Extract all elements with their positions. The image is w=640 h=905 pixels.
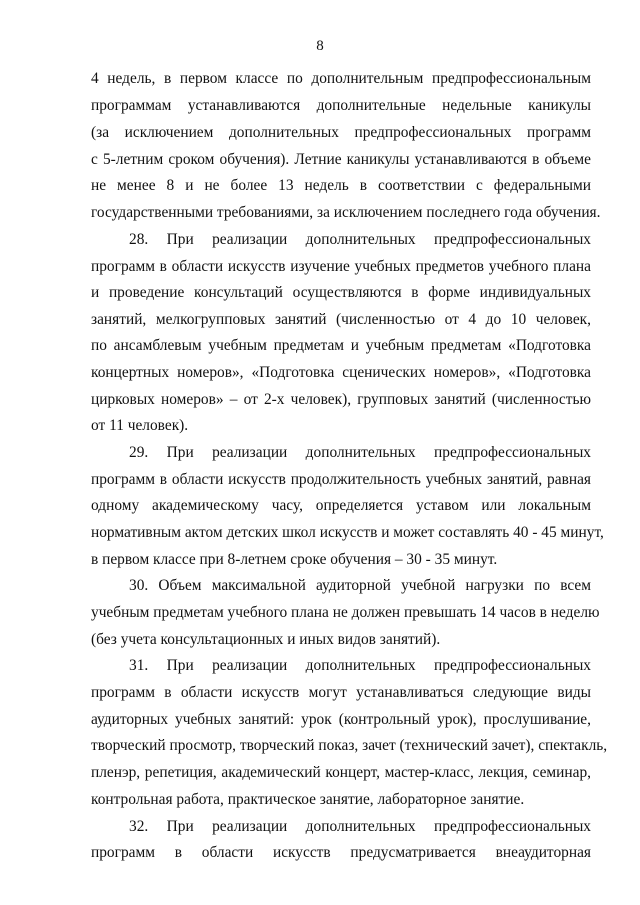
text-line: 29. При реализации дополнительных предпрофессиональных (129, 444, 591, 461)
text-line: программ в области искусств могут устанавливаться следующие виды (91, 684, 591, 701)
text-line: творческий просмотр, творческий показ, зачет (технический зачет), спектакль, (91, 737, 608, 754)
text-line: и проведение консультаций осуществляются в форме индивидуальных (91, 284, 591, 301)
text-line: 32. При реализации дополнительных предпрофессиональных (129, 818, 591, 835)
text-line: занятий, мелкогрупповых занятий (численностью от 4 до 10 человек, (91, 311, 591, 328)
text-line: 30. Объем максимальной аудиторной учебной нагрузки по всем (129, 577, 591, 594)
text-line: концертных номеров», «Подготовка сценических номеров», «Подготовка (91, 364, 591, 381)
text-line: по ансамблевым учебным предметам и учебным предметам «Подготовка (91, 337, 591, 354)
text-line: государственными требованиями, за исключением последнего года обучения. (91, 204, 601, 221)
text-line: (без учета консультационных и иных видов занятий). (91, 631, 441, 648)
text-line: программ в области искусств продолжительность учебных занятий, равная (91, 471, 591, 488)
text-line: пленэр, репетиция, академический концерт, мастер-класс, лекция, семинар, (91, 764, 591, 781)
text-line: цирковых номеров» – от 2-х человек), групповых занятий (численностью (91, 391, 591, 408)
text-line: одному академическому часу, определяется уставом или локальным (91, 497, 591, 514)
text-line: (за исключением дополнительных предпрофессиональных программ (91, 124, 591, 141)
text-line: в первом классе при 8-летнем сроке обучения – 30 - 35 минут. (91, 551, 498, 568)
text-line: 4 недель, в первом классе по дополнительным предпрофессиональным (91, 70, 591, 87)
text-line: 31. При реализации дополнительных предпрофессиональных (129, 657, 591, 674)
text-line: от 11 человек). (91, 417, 189, 434)
text-line: программ в области искусств предусматривается внеаудиторная (91, 844, 591, 861)
text-line: контрольная работа, практическое занятие, лабораторное занятие. (91, 791, 525, 808)
text-line: аудиторных учебных занятий: урок (контрольный урок), прослушивание, (91, 711, 591, 728)
text-line: 28. При реализации дополнительных предпрофессиональных (129, 231, 591, 248)
page-number: 8 (316, 38, 324, 54)
text-line: не менее 8 и не более 13 недель в соответствии с федеральными (91, 177, 591, 194)
text-line: с 5-летним сроком обучения). Летние каникулы устанавливаются в объеме (91, 151, 591, 168)
text-line: программам устанавливаются дополнительные недельные каникулы (91, 97, 591, 114)
text-line: учебным предметам учебного плана не должен превышать 14 часов в неделю (91, 604, 600, 621)
text-line: нормативным актом детских школ искусств и может составлять 40 - 45 минут, (91, 524, 604, 541)
text-line: программ в области искусств изучение учебных предметов учебного плана (91, 258, 591, 275)
